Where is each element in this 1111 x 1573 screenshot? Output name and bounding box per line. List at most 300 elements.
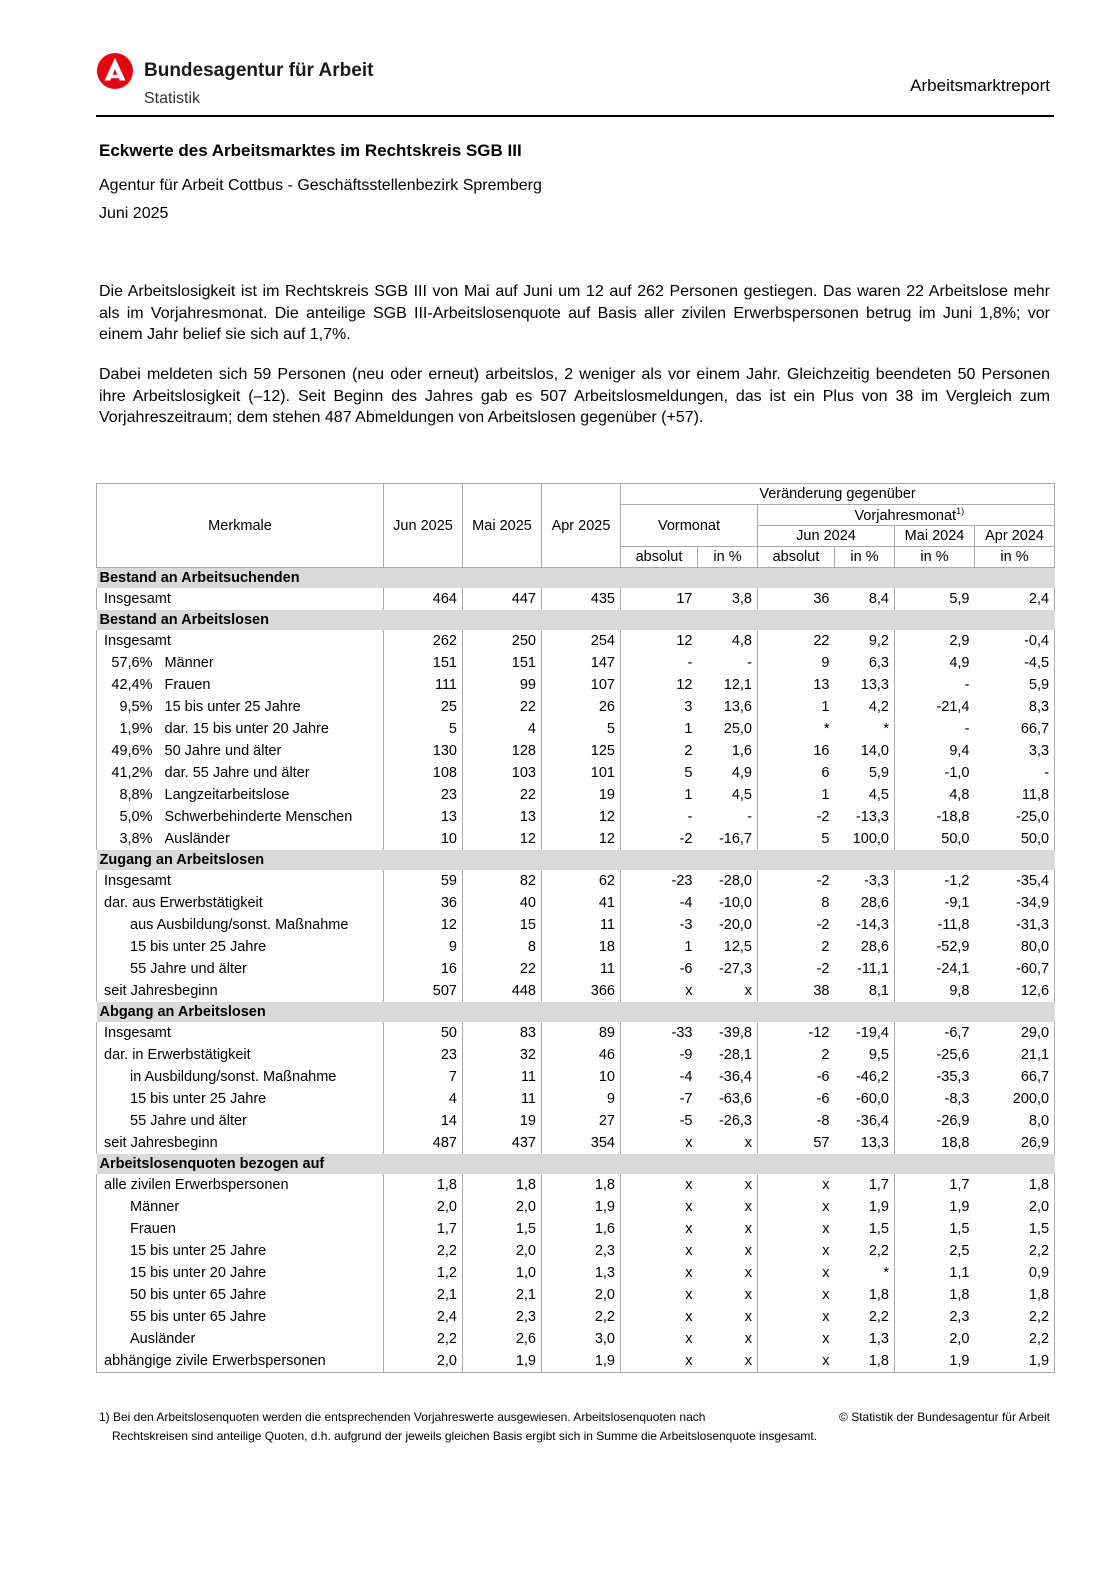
value-cell: 12,5: [723, 939, 752, 955]
value-cell: 507: [384, 980, 463, 1002]
row-label: Langzeitarbeitslose: [164, 787, 290, 803]
table-row: [97, 630, 1055, 652]
value-cell: 11,8: [975, 784, 1055, 806]
header-apr-2024: Apr 2024: [975, 526, 1055, 547]
row-label: 15 bis unter 25 Jahre: [97, 936, 384, 958]
table-row: [97, 1066, 1055, 1088]
share-cell: 3,8%: [97, 828, 155, 850]
value-cell: -13,3: [855, 809, 889, 825]
value-cell: x: [758, 1218, 835, 1240]
period-subtitle: Juni 2025: [99, 205, 169, 222]
value-cell: 5,9: [975, 674, 1055, 696]
value-cell: 1,5: [975, 1218, 1055, 1240]
row-label: dar. aus Erwerbstätigkeit: [97, 892, 384, 914]
value-cell: -4: [621, 1066, 698, 1088]
table-row: [97, 1262, 1055, 1284]
row-label: Frauen: [164, 677, 211, 693]
value-cell: 8,1: [868, 983, 889, 999]
value-cell: 1: [621, 718, 698, 740]
value-cell: 12: [384, 914, 463, 936]
value-cell: 2,3: [895, 1306, 975, 1328]
value-cell: 2,2: [868, 1243, 889, 1259]
value-cell: -7: [621, 1088, 698, 1110]
value-cell: 19: [542, 784, 621, 806]
value-cell: x: [621, 1218, 698, 1240]
value-cell: 2: [758, 936, 835, 958]
value-cell: 62: [542, 870, 621, 892]
value-cell: -6: [621, 958, 698, 980]
value-cell: 2,4: [975, 588, 1055, 610]
value-cell: -3,3: [864, 873, 889, 889]
value-cell: 151: [463, 652, 542, 674]
value-cell: x: [758, 1262, 835, 1284]
value-cell: 1,6: [731, 743, 752, 759]
value-cell: 3: [621, 696, 698, 718]
value-cell: 2,4: [384, 1306, 463, 1328]
value-cell: 11: [542, 958, 621, 980]
value-cell: 50,0: [975, 828, 1055, 850]
summary-paragraph-1: Die Arbeitslosigkeit ist im Rechtskreis SGB III von Mai auf Juni um 12 auf 262 Personen gestiegen. Das waren 22 Arbeitslose mehr als im Vorjahresmonat. Die anteilige SGB III-Arbeitslosenquote auf Basis aller zivilen Erwerbspersonen betrug im Juni 1,8%; vor einem Jahr belief sie sich auf 1,7%.: [99, 283, 1050, 343]
value-cell: x: [621, 1306, 698, 1328]
row-label: dar. 15 bis unter 20 Jahre: [164, 721, 329, 737]
value-cell: 12: [542, 828, 621, 850]
value-cell: 2,2: [975, 1328, 1055, 1350]
value-cell: -: [747, 809, 752, 825]
value-cell: -6: [758, 1088, 835, 1110]
header-in-pct-4: in %: [975, 547, 1055, 568]
value-cell: 18: [542, 936, 621, 958]
row-label: 50 bis unter 65 Jahre: [97, 1284, 384, 1306]
value-cell: 13: [758, 674, 835, 696]
value-cell: -28,0: [718, 873, 752, 889]
row-label: aus Ausbildung/sonst. Maßnahme: [97, 914, 384, 936]
value-cell: 28,6: [860, 895, 889, 911]
value-cell: -: [895, 718, 975, 740]
table-row: [97, 1132, 1055, 1154]
value-cell: -25,0: [975, 806, 1055, 828]
row-label: 15 bis unter 25 Jahre: [164, 699, 301, 715]
value-cell: 1: [621, 784, 698, 806]
value-cell: 1,5: [868, 1221, 889, 1237]
table-body: [97, 568, 1055, 1373]
value-cell: -6,7: [895, 1022, 975, 1044]
value-cell: 1,9: [895, 1196, 975, 1218]
value-cell: 366: [542, 980, 621, 1002]
value-cell: 200,0: [975, 1088, 1055, 1110]
value-cell: -63,6: [718, 1091, 752, 1107]
value-cell: -3: [621, 914, 698, 936]
value-cell: 125: [542, 740, 621, 762]
value-cell: -8,3: [895, 1088, 975, 1110]
value-cell: 16: [384, 958, 463, 980]
value-cell: 4: [384, 1088, 463, 1110]
value-cell: 10: [542, 1066, 621, 1088]
value-cell: 1,8: [975, 1284, 1055, 1306]
table-row: [97, 784, 1055, 806]
table-row: [97, 958, 1055, 980]
value-cell: 8,3: [975, 696, 1055, 718]
value-cell: 2,5: [895, 1240, 975, 1262]
value-cell: 50,0: [895, 828, 975, 850]
value-cell: 4,8: [895, 784, 975, 806]
row-label: Frauen: [97, 1218, 384, 1240]
value-cell: 111: [384, 674, 463, 696]
value-cell: 28,6: [860, 939, 889, 955]
value-cell: 9: [758, 652, 835, 674]
value-cell: -2: [758, 958, 835, 980]
value-cell: 1: [758, 784, 835, 806]
section-title: Bestand an Arbeitsuchenden: [97, 568, 1055, 589]
section-header-row: [97, 610, 1055, 630]
value-cell: -9: [621, 1044, 698, 1066]
value-cell: x: [744, 983, 752, 999]
value-cell: 9,5: [868, 1047, 889, 1063]
value-cell: 8,0: [975, 1110, 1055, 1132]
table-row: [97, 1240, 1055, 1262]
value-cell: -: [895, 674, 975, 696]
value-cell: x: [758, 1196, 835, 1218]
value-cell: 1,3: [868, 1331, 889, 1347]
value-cell: 9,4: [895, 740, 975, 762]
value-cell: 38: [758, 980, 835, 1002]
value-cell: 16: [758, 740, 835, 762]
value-cell: 3,8: [731, 591, 752, 607]
value-cell: -0,4: [975, 630, 1055, 652]
value-cell: 1: [621, 936, 698, 958]
value-cell: -34,9: [975, 892, 1055, 914]
value-cell: 25: [384, 696, 463, 718]
value-cell: 2,9: [895, 630, 975, 652]
value-cell: -18,8: [895, 806, 975, 828]
value-cell: 2,6: [463, 1328, 542, 1350]
value-cell: 13: [384, 806, 463, 828]
value-cell: -36,4: [718, 1069, 752, 1085]
value-cell: 12: [621, 630, 698, 652]
section-header-row: [97, 850, 1055, 870]
value-cell: -24,1: [895, 958, 975, 980]
row-label: Insgesamt: [97, 588, 384, 610]
table-row: [97, 1022, 1055, 1044]
header-in-pct: in %: [698, 547, 758, 568]
value-cell: x: [621, 1350, 698, 1373]
value-cell: 29,0: [975, 1022, 1055, 1044]
row-label: Ausländer: [97, 1328, 384, 1350]
value-cell: 8: [758, 892, 835, 914]
value-cell: -31,3: [975, 914, 1055, 936]
value-cell: 1,7: [384, 1218, 463, 1240]
header-absolut: absolut: [621, 547, 698, 568]
value-cell: -5: [621, 1110, 698, 1132]
table-row: [97, 980, 1055, 1002]
value-cell: 5: [384, 718, 463, 740]
value-cell: 36: [758, 588, 835, 610]
org-name: Bundesagentur für Arbeit: [144, 60, 374, 81]
labour-market-table: [96, 483, 1055, 1373]
value-cell: 2,2: [975, 1240, 1055, 1262]
row-label: Insgesamt: [97, 870, 384, 892]
value-cell: 6,3: [868, 655, 889, 671]
value-cell: 1: [758, 696, 835, 718]
table-row: [97, 1306, 1055, 1328]
ba-logo-icon: [96, 52, 134, 90]
header-vorjahresmonat: Vorjahresmonat$^{1)}$: [758, 505, 1055, 526]
value-cell: 2,3: [463, 1306, 542, 1328]
value-cell: x: [744, 1243, 752, 1259]
value-cell: -: [621, 806, 698, 828]
header-jun-2025: Jun 2025: [384, 484, 463, 568]
section-title: Zugang an Arbeitslosen: [97, 850, 1055, 870]
table-row: [97, 1196, 1055, 1218]
value-cell: x: [758, 1350, 835, 1373]
table-row: [97, 870, 1055, 892]
table-row: [97, 1110, 1055, 1132]
value-cell: -: [975, 762, 1055, 784]
value-cell: 2,1: [384, 1284, 463, 1306]
row-label: 15 bis unter 25 Jahre: [97, 1240, 384, 1262]
value-cell: -2: [758, 914, 835, 936]
value-cell: 1,8: [542, 1174, 621, 1196]
value-cell: -60,7: [975, 958, 1055, 980]
value-cell: -11,1: [857, 961, 889, 977]
value-cell: -9,1: [895, 892, 975, 914]
header-apr-2025: Apr 2025: [542, 484, 621, 568]
table-row: [97, 740, 1055, 762]
header-in-pct-2: in %: [835, 547, 895, 568]
value-cell: x: [744, 1309, 752, 1325]
section-title: Abgang an Arbeitslosen: [97, 1002, 1055, 1022]
header-veraenderung: Veränderung gegenüber: [621, 484, 1055, 505]
value-cell: 2,2: [868, 1309, 889, 1325]
row-label: Schwerbehinderte Menschen: [164, 809, 353, 825]
value-cell: 12: [621, 674, 698, 696]
value-cell: 1,8: [895, 1284, 975, 1306]
value-cell: 22: [463, 696, 542, 718]
share-cell: 49,6%: [97, 740, 155, 762]
value-cell: 1,8: [384, 1174, 463, 1196]
value-cell: 14: [384, 1110, 463, 1132]
value-cell: -11,8: [895, 914, 975, 936]
copyright: © Statistik der Bundesagentur für Arbeit: [839, 1410, 1050, 1424]
value-cell: 14,0: [860, 743, 889, 759]
table-row: [97, 1088, 1055, 1110]
table-row: [97, 806, 1055, 828]
value-cell: 2,2: [975, 1306, 1055, 1328]
value-cell: -26,9: [895, 1110, 975, 1132]
value-cell: 4,2: [868, 699, 889, 715]
value-cell: -28,1: [718, 1047, 752, 1063]
value-cell: 89: [542, 1022, 621, 1044]
value-cell: 5: [542, 718, 621, 740]
value-cell: 50: [384, 1022, 463, 1044]
value-cell: 437: [463, 1132, 542, 1154]
row-label: 55 bis unter 65 Jahre: [97, 1306, 384, 1328]
value-cell: 1,0: [463, 1262, 542, 1284]
header-merkmale: Merkmale: [97, 484, 384, 568]
value-cell: x: [621, 1328, 698, 1350]
table-row: [97, 936, 1055, 958]
value-cell: 36: [384, 892, 463, 914]
value-cell: 40: [463, 892, 542, 914]
row-label: dar. in Erwerbstätigkeit: [97, 1044, 384, 1066]
value-cell: 23: [384, 1044, 463, 1066]
row-label: 50 Jahre und älter: [164, 743, 282, 759]
table-row: [97, 892, 1055, 914]
value-cell: 464: [384, 588, 463, 610]
value-cell: 32: [463, 1044, 542, 1066]
table-row: [97, 1284, 1055, 1306]
value-cell: 1,8: [463, 1174, 542, 1196]
value-cell: x: [758, 1328, 835, 1350]
value-cell: 46: [542, 1044, 621, 1066]
value-cell: -39,8: [718, 1025, 752, 1041]
table-row: [97, 718, 1055, 740]
value-cell: 4,5: [868, 787, 889, 803]
value-cell: 250: [463, 630, 542, 652]
value-cell: x: [621, 1196, 698, 1218]
value-cell: 27: [542, 1110, 621, 1132]
value-cell: 2,2: [384, 1328, 463, 1350]
value-cell: 9,8: [895, 980, 975, 1002]
agency-subtitle: Agentur für Arbeit Cottbus - Geschäftsstellenbezirk Spremberg: [99, 177, 542, 194]
header-mai-2024: Mai 2024: [895, 526, 975, 547]
row-label: Insgesamt: [97, 630, 384, 652]
value-cell: 2,0: [542, 1284, 621, 1306]
table-row: [97, 828, 1055, 850]
value-cell: 7: [384, 1066, 463, 1088]
value-cell: -2: [758, 870, 835, 892]
value-cell: 1,8: [868, 1287, 889, 1303]
value-cell: *: [883, 1265, 889, 1281]
value-cell: 10: [384, 828, 463, 850]
value-cell: 26,9: [975, 1132, 1055, 1154]
value-cell: 9,2: [868, 633, 889, 649]
value-cell: -8: [758, 1110, 835, 1132]
value-cell: -26,3: [718, 1113, 752, 1129]
value-cell: 83: [463, 1022, 542, 1044]
value-cell: 2,0: [463, 1196, 542, 1218]
value-cell: 12: [463, 828, 542, 850]
value-cell: 1,5: [463, 1218, 542, 1240]
row-label: seit Jahresbeginn: [97, 1132, 384, 1154]
value-cell: 4: [463, 718, 542, 740]
footnote-2: Rechtskreisen sind anteilige Quoten, d.h. aufgrund der jeweils gleichen Basis ergibt sich in Summe die Arbeitslosenquote insgesamt.: [112, 1429, 818, 1443]
share-cell: 9,5%: [97, 696, 155, 718]
value-cell: 13,3: [860, 677, 889, 693]
value-cell: 22: [463, 784, 542, 806]
value-cell: x: [698, 1350, 758, 1373]
value-cell: 147: [542, 652, 621, 674]
row-label: Männer: [97, 1196, 384, 1218]
value-cell: -: [621, 652, 698, 674]
value-cell: 2,0: [384, 1350, 463, 1373]
value-cell: 107: [542, 674, 621, 696]
value-cell: 1,5: [895, 1218, 975, 1240]
value-cell: 13,6: [723, 699, 752, 715]
value-cell: 99: [463, 674, 542, 696]
value-cell: 5: [621, 762, 698, 784]
table-row: [97, 1174, 1055, 1196]
row-label: dar. 55 Jahre und älter: [164, 765, 310, 781]
value-cell: -35,4: [975, 870, 1055, 892]
value-cell: 254: [542, 630, 621, 652]
section-title: Bestand an Arbeitslosen: [97, 610, 1055, 630]
value-cell: 57: [758, 1132, 835, 1154]
table-row: [97, 1218, 1055, 1240]
value-cell: -33: [621, 1022, 698, 1044]
row-label: 55 Jahre und älter: [97, 958, 384, 980]
value-cell: 2,0: [463, 1240, 542, 1262]
value-cell: 108: [384, 762, 463, 784]
value-cell: -14,3: [855, 917, 889, 933]
value-cell: x: [758, 1240, 835, 1262]
value-cell: -12: [758, 1022, 835, 1044]
value-cell: 2,0: [975, 1196, 1055, 1218]
value-cell: 2: [621, 740, 698, 762]
header-jun-2024: Jun 2024: [758, 526, 895, 547]
value-cell: x: [621, 1284, 698, 1306]
value-cell: 9: [384, 936, 463, 958]
value-cell: 101: [542, 762, 621, 784]
table-row: [97, 1350, 1055, 1373]
value-cell: 448: [463, 980, 542, 1002]
value-cell: 2,2: [384, 1240, 463, 1262]
table-row: [97, 762, 1055, 784]
share-cell: 1,9%: [97, 718, 155, 740]
row-label: in Ausbildung/sonst. Maßnahme: [97, 1066, 384, 1088]
value-cell: 100,0: [852, 831, 889, 847]
header-in-pct-3: in %: [895, 547, 975, 568]
value-cell: 1,9: [542, 1350, 621, 1373]
value-cell: -1,2: [895, 870, 975, 892]
value-cell: 4,8: [731, 633, 752, 649]
value-cell: 1,9: [542, 1196, 621, 1218]
value-cell: -23: [621, 870, 698, 892]
value-cell: -19,4: [855, 1025, 889, 1041]
value-cell: -21,4: [895, 696, 975, 718]
value-cell: 82: [463, 870, 542, 892]
value-cell: -35,3: [895, 1066, 975, 1088]
header-absolut-2: absolut: [758, 547, 835, 568]
value-cell: 487: [384, 1132, 463, 1154]
value-cell: -36,4: [855, 1113, 889, 1129]
value-cell: x: [744, 1177, 752, 1193]
value-cell: 8,4: [868, 591, 889, 607]
value-cell: 13: [463, 806, 542, 828]
value-cell: 1,9: [463, 1350, 542, 1373]
value-cell: -46,2: [855, 1069, 889, 1085]
value-cell: 12,6: [975, 980, 1055, 1002]
value-cell: 9: [542, 1088, 621, 1110]
value-cell: -52,9: [895, 936, 975, 958]
value-cell: 5,9: [868, 765, 889, 781]
share-cell: 42,4%: [97, 674, 155, 696]
org-subtitle: Statistik: [144, 90, 201, 107]
value-cell: -10,0: [718, 895, 752, 911]
value-cell: x: [621, 1240, 698, 1262]
value-cell: x: [744, 1265, 752, 1281]
section-header-row: [97, 1154, 1055, 1174]
value-cell: 59: [384, 870, 463, 892]
value-cell: *: [883, 721, 889, 737]
header-vormonat: Vormonat: [621, 505, 758, 547]
share-cell: 8,8%: [97, 784, 155, 806]
value-cell: 11: [463, 1066, 542, 1088]
row-label: 15 bis unter 20 Jahre: [97, 1262, 384, 1284]
value-cell: 1,8: [835, 1350, 895, 1373]
row-label: seit Jahresbeginn: [97, 980, 384, 1002]
value-cell: 1,8: [975, 1174, 1055, 1196]
value-cell: 2,0: [384, 1196, 463, 1218]
